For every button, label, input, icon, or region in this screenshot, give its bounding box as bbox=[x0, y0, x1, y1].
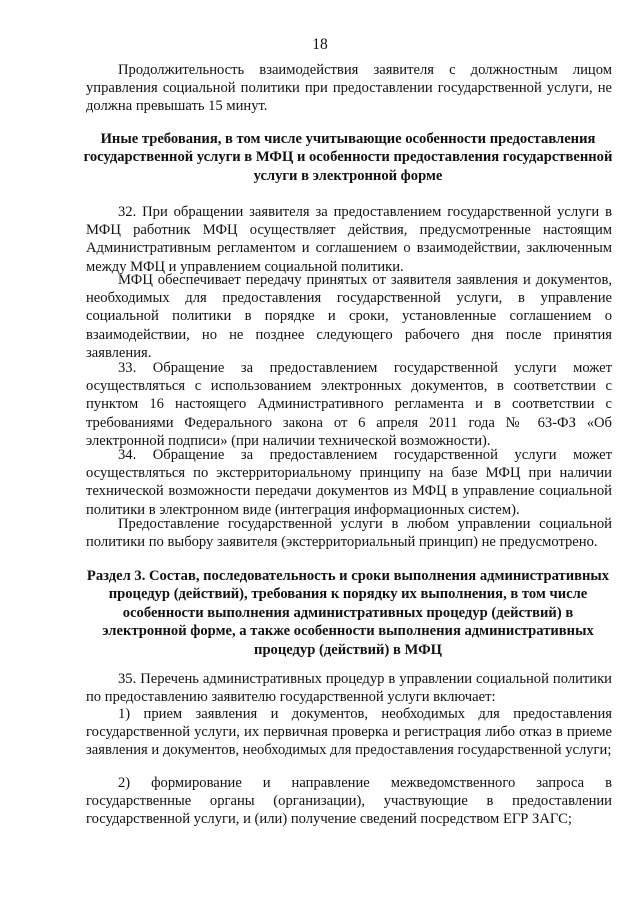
list-item-1: 1) прием заявления и документов, необходимых для предоставления государственной услуги, их первичная проверка и регистрация либо отказ в приеме заявления и документов, необходимых для предоставления государственной услуги; bbox=[86, 706, 612, 759]
paragraph-32: 32. При обращении заявителя за предоставлением государственной услуги в МФЦ работник МФЦ осуществляет действия, предусмотренные настоящим Административным регламентом и соглашением о взаимодействии, заключенным между МФЦ и управлением социальной политики. bbox=[86, 204, 612, 275]
section-heading-other-requirements: Иные требования, в том числе учитывающие особенности предоставления государственной услуги в МФЦ и особенности предоставления государственной услуги в электронной форме bbox=[83, 131, 613, 184]
page-number: 18 bbox=[312, 36, 328, 53]
paragraph-34: 34. Обращение за предоставлением государственной услуги может осуществляться по экстерриториальному принципу на базе МФЦ при наличии технической возможности передачи документов из МФЦ в управление социальной политики в электронном виде (интеграция информационных систем). bbox=[86, 447, 612, 518]
paragraph-35: 35. Перечень административных процедур в управлении социальной политики по предоставлению заявителю государственной услуги включает: bbox=[86, 671, 612, 706]
paragraph-exterritorial: Предоставление государственной услуги в любом управлении социальной политики по выбору заявителя (экстерриториальный принцип) не предусмотрено. bbox=[86, 516, 612, 551]
section-3-heading: Раздел 3. Состав, последовательность и сроки выполнения административных процедур (действий), требования к порядку их выполнения, в том числе особенности выполнения административных процедур (действий) в электронной форме, а также особенности выполнения административных процедур (действий) в МФЦ bbox=[86, 568, 610, 658]
intro-paragraph: Продолжительность взаимодействия заявителя с должностным лицом управления социальной политики при предоставлении государственной услуги, не должна превышать 15 минут. bbox=[86, 62, 612, 115]
paragraph-33: 33. Обращение за предоставлением государственной услуги может осуществляться с использованием электронных документов, в соответствии с пунктом 16 настоящего Административного регламента и в соответствии с требованиями Федерального закона от 6 апреля 2011 года № 63-ФЗ «Об электронной подписи» (при наличии технической возможности). bbox=[86, 360, 612, 449]
paragraph-mfc-transfer: МФЦ обеспечивает передачу принятых от заявителя заявления и документов, необходимых для предоставления государственной услуги, в управление социальной политики в порядке и сроки, установленные соглашением о взаимодействии, но не позднее следующего рабочего дня после принятия заявления. bbox=[86, 272, 612, 361]
list-item-2: 2) формирование и направление межведомственного запроса в государственные органы (организации), участвующие в предоставлении государственной услуги, и (или) получение сведений посредством ЕГР ЗАГС; bbox=[86, 775, 612, 828]
